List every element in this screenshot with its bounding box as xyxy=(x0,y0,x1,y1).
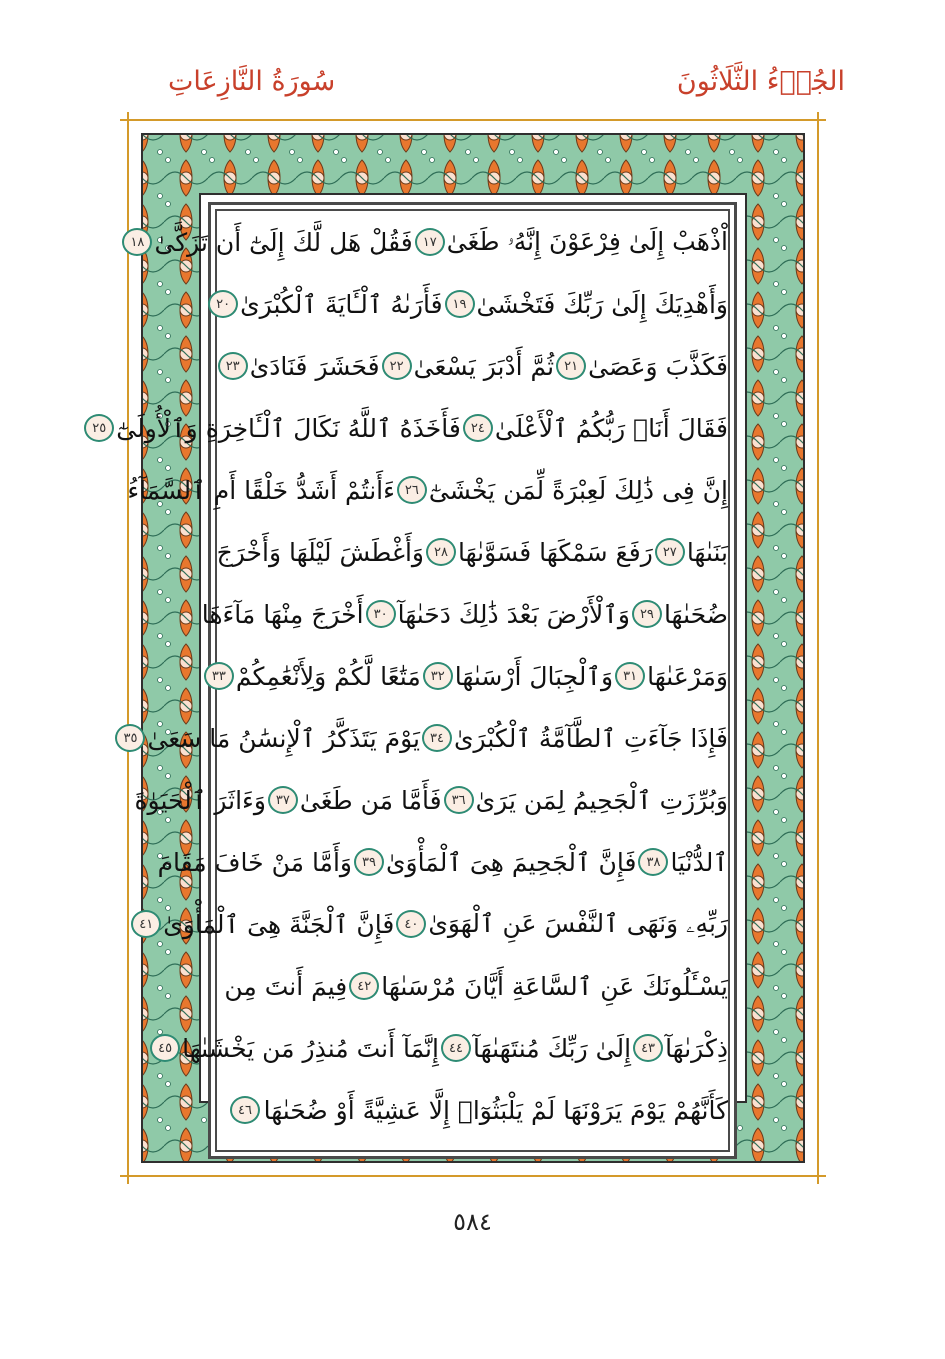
ayah-number-marker: ٣٥ xyxy=(115,724,145,752)
ayah-number-marker: ١٨ xyxy=(122,228,152,256)
verse-text: أَخْرَجَ مِنْهَا مَآءَهَا xyxy=(201,599,364,629)
ayah-number-marker: ٢٦ xyxy=(397,476,427,504)
verse-text: فَإِنَّ ٱلْجَحِيمَ هِىَ ٱلْمَأْوَىٰ xyxy=(385,847,637,877)
ayah-number-marker: ٣١ xyxy=(615,662,645,690)
verse-text: ثُمَّ أَدْبَرَ يَسْعَىٰ xyxy=(413,351,555,381)
verse-line xyxy=(130,212,728,272)
verse-text: فَأَمَّا مَن طَغَىٰ xyxy=(299,785,442,815)
verse-text: مَتَٰعًا لَّكُمْ وَلِأَنْعَٰمِكُمْ xyxy=(235,661,421,691)
ayah-number-marker: ٣٠ xyxy=(366,600,396,628)
ayah-number-marker: ٤٠ xyxy=(396,910,426,938)
verse-text: فَقَالَ أَنَا۠ رَبُّكُمُ ٱلْأَعْلَىٰ xyxy=(494,413,728,443)
verse-line xyxy=(211,646,728,706)
ayah-number-marker: ٤٥ xyxy=(150,1034,180,1062)
verse-text: فِيمَ أَنتَ مِن xyxy=(224,971,348,1001)
verse-text: يَوْمَ يَتَذَكَّرُ ٱلْإِنسَٰنُ مَا سَعَىٰ xyxy=(147,723,420,753)
ayah-number-marker: ٤٢ xyxy=(349,972,379,1000)
ayah-number-marker: ٢٥ xyxy=(84,414,114,442)
verse-line xyxy=(225,336,728,396)
ayah-number-marker: ١٩ xyxy=(445,290,475,318)
verse-line xyxy=(158,1018,728,1078)
verse-text: فَإِنَّ ٱلْجَنَّةَ هِىَ ٱلْمَأْوَىٰ xyxy=(163,909,395,939)
ayah-number-marker: ٢٩ xyxy=(632,600,662,628)
verse-text: اْذْهَبْ إِلَىٰ فِرْعَوْنَ إِنَّهُۥ طَغَىٰ xyxy=(446,227,728,256)
ayah-number-marker: ٢٨ xyxy=(426,538,456,566)
verse-line xyxy=(228,1080,728,1140)
ayah-number-marker: ٤٣ xyxy=(633,1034,663,1062)
ayah-number-marker: ٣٢ xyxy=(423,662,453,690)
verse-text: وَأَهْدِيَكَ إِلَىٰ رَبِّكَ فَتَخْشَىٰ xyxy=(476,289,728,319)
verse-text: فَحَشَرَ فَنَادَىٰ xyxy=(249,351,380,381)
verse-text: وَٱلْجِبَالَ أَرْسَىٰهَا xyxy=(454,661,614,691)
verse-text: بَنَىٰهَا xyxy=(686,537,728,567)
verse-text: وَبُرِّزَتِ ٱلْجَحِيمُ لِمَن يَرَىٰ xyxy=(475,785,728,815)
ayah-number-marker: ٢٢ xyxy=(382,352,412,380)
ayah-number-marker: ١٧ xyxy=(415,228,445,256)
verse-text: ٱلدُّنْيَا xyxy=(670,847,728,877)
ayah-number-marker: ٢٧ xyxy=(655,538,685,566)
verse-line xyxy=(157,832,728,892)
verse-text: يَسْـَٔلُونَكَ عَنِ ٱلسَّاعَةِ أَيَّانَ مُرْسَىٰهَا xyxy=(381,971,728,1001)
ayah-number-marker: ٢١ xyxy=(556,352,586,380)
verse-text: كَأَنَّهُمْ يَوْمَ يَرَوْنَهَا لَمْ يَلْبَثُوٓا۟ إِلَّا عَشِيَّةً أَوْ ضُحَىٰهَا xyxy=(263,1095,728,1125)
verse-line xyxy=(224,956,728,1016)
verse-lines xyxy=(92,212,728,1152)
ayah-number-marker: ٣٤ xyxy=(422,724,452,752)
verse-text: وَمَرْعَىٰهَا xyxy=(647,661,728,691)
verse-text: وَءَاثَرَ ٱلْحَيَوٰةَ xyxy=(134,785,266,815)
verse-text: ذِكْرَىٰهَآ xyxy=(665,1033,728,1063)
verse-text: إِنَّمَآ أَنتَ مُنذِرُ مَن يَخْشَىٰهَا xyxy=(182,1033,439,1063)
verse-text: رَفَعَ سَمْكَهَا فَسَوَّىٰهَا xyxy=(457,537,653,567)
verse-text: فَإِذَا جَآءَتِ ٱلطَّآمَّةُ ٱلْكُبْرَىٰ xyxy=(453,723,728,753)
verse-text: إِنَّ فِى ذَٰلِكَ لَعِبْرَةً لِّمَن يَخْشَىٰٓ xyxy=(428,475,728,505)
verse-line xyxy=(201,584,728,644)
verse-text: ضُحَىٰهَا xyxy=(663,599,728,629)
ayah-number-marker: ٣٦ xyxy=(444,786,474,814)
surah-title: سُورَةُ النَّازِعَاتِ xyxy=(168,66,336,97)
verse-text: رَبِّهِۦ وَنَهَى ٱلنَّفْسَ عَنِ ٱلْهَوَىٰ xyxy=(428,909,728,938)
ayah-number-marker: ٤٦ xyxy=(230,1096,260,1124)
verse-line xyxy=(92,398,728,458)
ayah-number-marker: ٤١ xyxy=(131,910,161,938)
verse-text: ءَأَنتُمْ أَشَدُّ خَلْقًا أَمِ ٱلسَّمَآءُ xyxy=(127,475,395,505)
page-number: ٥٨٤ xyxy=(453,1208,492,1236)
ayah-number-marker: ٢٠ xyxy=(208,290,238,318)
ayah-number-marker: ٤٤ xyxy=(441,1034,471,1062)
ayah-number-marker: ٢٣ xyxy=(218,352,248,380)
verse-text: فَقُلْ هَل لَّكَ إِلَىٰٓ أَن تَزَكَّىٰ xyxy=(154,227,413,257)
ayah-number-marker: ٣٣ xyxy=(204,662,234,690)
verse-line xyxy=(134,770,728,830)
verse-line xyxy=(127,460,728,520)
verse-text: وَٱلْأَرْضَ بَعْدَ ذَٰلِكَ دَحَىٰهَآ xyxy=(397,599,630,629)
ayah-number-marker: ٣٨ xyxy=(638,848,668,876)
verse-line xyxy=(216,522,728,582)
verse-line xyxy=(216,274,728,334)
verse-text: إِلَىٰ رَبِّكَ مُنتَهَىٰهَآ xyxy=(472,1033,632,1063)
ayah-number-marker: ٣٧ xyxy=(268,786,298,814)
ayah-number-marker: ٣٩ xyxy=(354,848,384,876)
verse-text: فَكَذَّبَ وَعَصَىٰ xyxy=(588,351,728,381)
verse-text: فَأَخَذَهُ ٱللَّهُ نَكَالَ ٱلْـَٔاخِرَةِ وَٱلْأُولَىٰٓ xyxy=(116,413,461,443)
verse-text: وَأَغْطَشَ لَيْلَهَا وَأَخْرَجَ xyxy=(216,537,424,567)
verse-line xyxy=(139,894,728,954)
verse-text: وَأَمَّا مَنْ خَافَ مَقَامَ xyxy=(157,847,352,877)
verse-line xyxy=(123,708,728,768)
ayah-number-marker: ٢٤ xyxy=(463,414,493,442)
verse-text: فَأَرَىٰهُ ٱلْـَٔايَةَ ٱلْكُبْرَىٰ xyxy=(240,289,443,319)
juz-title: الجُزۡءُ الثَّلَاثُونَ xyxy=(676,66,845,97)
